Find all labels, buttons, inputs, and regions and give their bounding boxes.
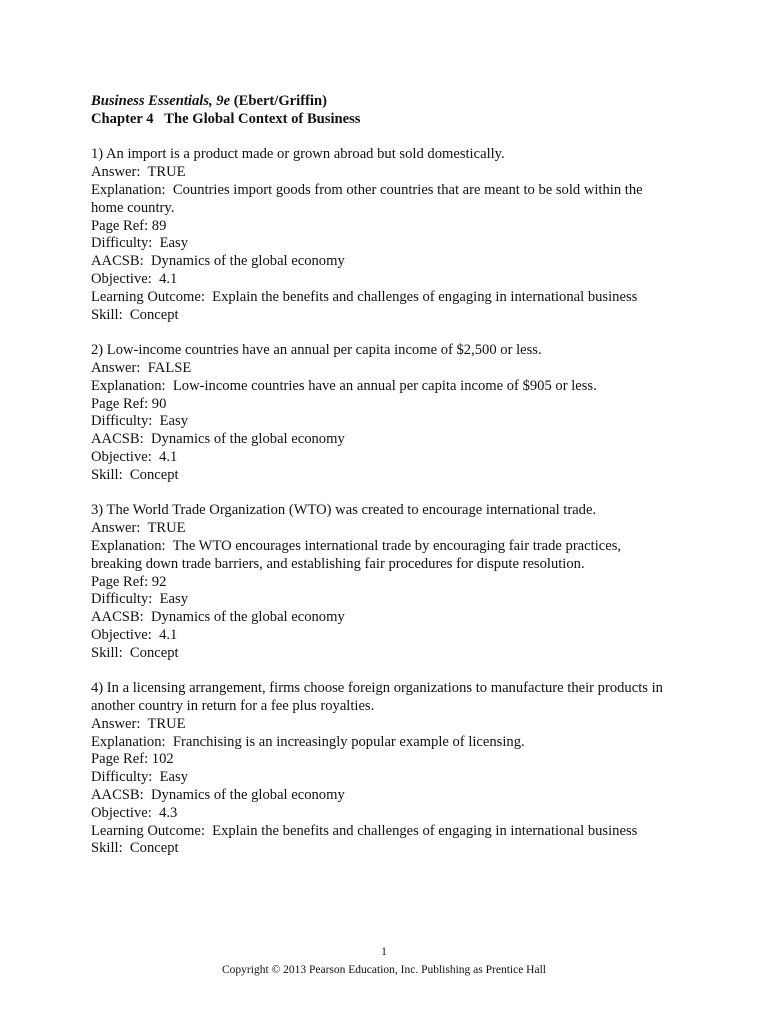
page-ref-line: Page Ref: 89 [91, 217, 167, 234]
learning-outcome-line: Learning Outcome: Explain the benefits and challenges of engaging in international business [91, 822, 638, 839]
explanation-line: Explanation: Countries import goods from other countries that are meant to be sold within the home country. [91, 181, 647, 216]
question-text: 1) An import is a product made or grown abroad but sold domestically. [91, 146, 505, 163]
page-ref-line: Page Ref: 92 [91, 573, 167, 590]
skill-line: Skill: Concept [91, 306, 179, 323]
difficulty-line: Difficulty: Easy [91, 769, 189, 786]
aacsb-line: AACSB: Dynamics of the global economy [91, 253, 345, 270]
book-citation [91, 93, 691, 111]
difficulty-line: Difficulty: Easy [91, 235, 189, 252]
aacsb-line: AACSB: Dynamics of the global economy [91, 787, 345, 804]
answer-line: Answer: TRUE [91, 164, 186, 181]
difficulty-line: Difficulty: Easy [91, 413, 189, 430]
aacsb-line: AACSB: Dynamics of the global economy [91, 431, 345, 448]
answer-line: Answer: TRUE [91, 715, 186, 732]
page-ref-line: Page Ref: 90 [91, 395, 167, 412]
explanation-line: Explanation: Low-income countries have an annual per capita income of $905 or less. [91, 377, 597, 394]
document-body [91, 93, 691, 858]
question-block [91, 342, 691, 484]
objective-line: Objective: 4.1 [91, 448, 178, 465]
objective-line: Objective: 4.1 [91, 270, 178, 287]
objective-line: Objective: 4.1 [91, 626, 178, 643]
skill-line: Skill: Concept [91, 840, 179, 857]
question-block [91, 502, 691, 662]
question-block [91, 680, 691, 858]
objective-line: Objective: 4.3 [91, 804, 178, 821]
answer-line: Answer: TRUE [91, 520, 186, 537]
book-authors: (Ebert/Griffin) [233, 93, 327, 109]
question-text: 2) Low-income countries have an annual per capita income of $2,500 or less. [91, 342, 542, 359]
answer-line: Answer: FALSE [91, 359, 192, 376]
skill-line: Skill: Concept [91, 466, 179, 483]
book-title: Business Essentials, 9e [91, 93, 231, 109]
document-header [91, 93, 691, 129]
learning-outcome-line: Learning Outcome: Explain the benefits and challenges of engaging in international business [91, 288, 638, 305]
skill-line: Skill: Concept [91, 644, 179, 661]
chapter-title: Chapter 4 The Global Context of Business [91, 110, 361, 127]
aacsb-line: AACSB: Dynamics of the global economy [91, 609, 345, 626]
question-text: 3) The World Trade Organization (WTO) was created to encourage international trade. [91, 502, 597, 519]
explanation-line: Explanation: Franchising is an increasingly popular example of licensing. [91, 733, 525, 750]
explanation-line: Explanation: The WTO encourages international trade by encouraging fair trade practices, breaking down trade barriers, and establishing fair procedures for dispute resolution. [91, 537, 625, 572]
question-text: 4) In a licensing arrangement, firms choose foreign organizations to manufacture their products in another country in return for a fee plus royalties. [91, 680, 663, 715]
copyright-notice: Copyright © 2013 Pearson Education, Inc. Publishing as Prentice Hall [222, 964, 546, 976]
page-number: 1 [381, 946, 387, 958]
difficulty-line: Difficulty: Easy [91, 591, 189, 608]
question-block [91, 146, 691, 324]
page-ref-line: Page Ref: 102 [91, 751, 174, 768]
